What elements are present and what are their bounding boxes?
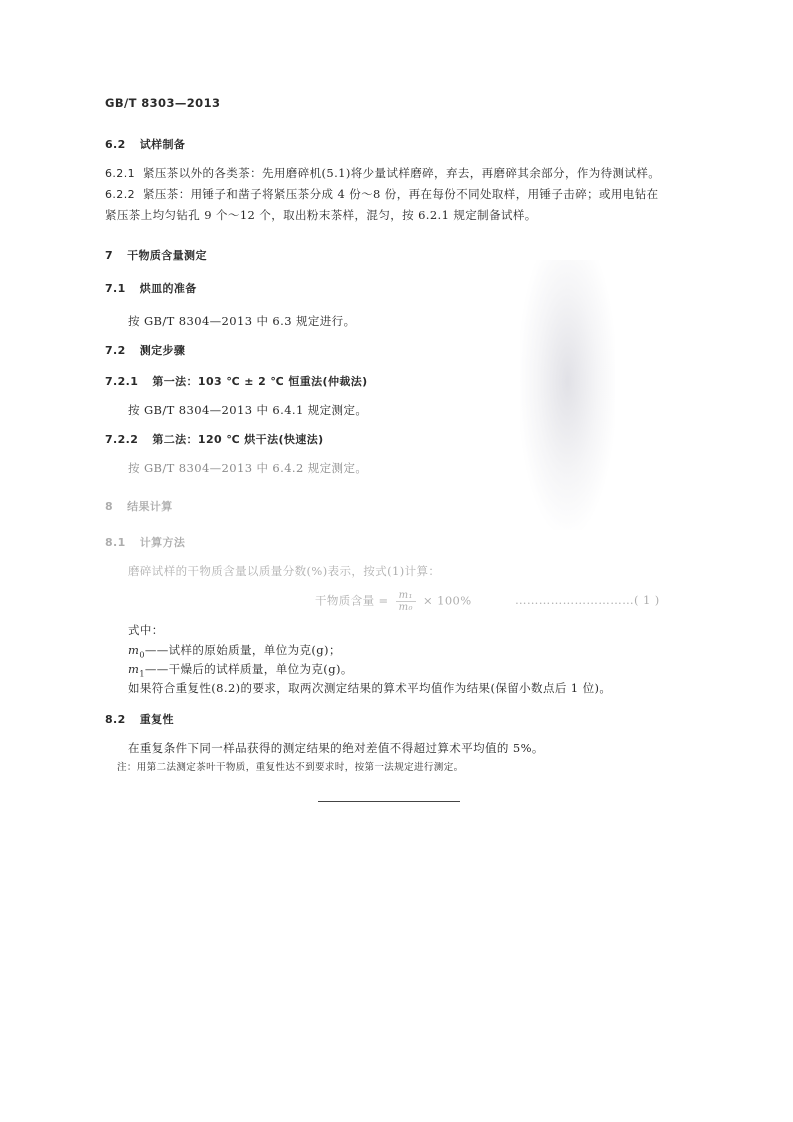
- clause-text: 紧压茶：用锤子和凿子将紧压茶分成 4 份～8 份，再在每份不同处取样，用锤子击碎；或用电钻在: [143, 187, 659, 201]
- section-7-heading: [105, 248, 207, 264]
- section-title: 干物质含量测定: [127, 249, 207, 262]
- result-note: 如果符合重复性(8.2)的要求，取两次测定结果的算术平均值作为结果(保留小数点后 1 位)。: [128, 681, 612, 695]
- formula-1: [315, 590, 472, 613]
- section-number: 8: [105, 500, 114, 513]
- clause-number: 6.2.1: [105, 167, 135, 180]
- variable-description: ——干燥后的试样质量，单位为克(g)。: [144, 662, 353, 676]
- section-title: 烘皿的准备: [139, 282, 197, 295]
- section-8-1-heading: [105, 535, 185, 551]
- variable-subscript: 1: [139, 669, 145, 679]
- variable-symbol: m: [128, 662, 140, 676]
- section-8-2-text: 在重复条件下同一样品获得的测定结果的绝对差值不得超过算术平均值的 5%。: [128, 741, 544, 755]
- clause-6-2-1: [105, 165, 660, 182]
- where-label: 式中：: [128, 623, 164, 637]
- variable-symbol: m: [128, 643, 140, 657]
- variable-subscript: 0: [139, 650, 145, 660]
- clause-6-2-2: [105, 186, 659, 203]
- clause-text: 紧压茶以外的各类茶：先用磨碎机(5.1)将少量试样磨碎，弃去，再磨碎其余部分，作为待测试样。: [143, 166, 661, 180]
- section-number: 7.2: [105, 344, 126, 357]
- scan-smudge: [520, 260, 615, 530]
- formula-number: [515, 592, 660, 608]
- formula-fraction: [396, 590, 416, 613]
- section-number: 7.1: [105, 282, 126, 295]
- formula-label: ( 1 ): [634, 593, 660, 607]
- section-7-2-2-heading: [105, 432, 324, 448]
- section-number: 8.2: [105, 713, 126, 726]
- section-7-2-1-text: 按 GB/T 8304—2013 中 6.4.1 规定测定。: [128, 403, 368, 417]
- section-title: 试样制备: [139, 138, 186, 151]
- section-number: 7: [105, 249, 114, 262]
- end-divider: [318, 801, 460, 802]
- variable-description: ——试样的原始质量，单位为克(g)；: [144, 643, 341, 657]
- formula-lhs: 干物质含量 =: [315, 593, 389, 608]
- section-7-1-text: 按 GB/T 8304—2013 中 6.3 规定进行。: [128, 314, 356, 328]
- section-title: 重复性: [139, 713, 174, 726]
- section-8-heading: [105, 499, 173, 515]
- section-title: 计算方法: [139, 536, 186, 549]
- section-number: 7.2.2: [105, 433, 139, 446]
- section-6-2-heading: [105, 137, 185, 153]
- formula-rhs: × 100%: [423, 593, 472, 608]
- section-8-1-intro: 磨碎试样的干物质含量以质量分数(%)表示，按式(1)计算：: [128, 564, 441, 578]
- section-number: 6.2: [105, 138, 126, 151]
- section-title: 第二法：120 ℃ 烘干法(快速法): [152, 433, 324, 446]
- formula-numerator: m₁: [396, 590, 416, 602]
- section-7-1-heading: [105, 281, 197, 297]
- clause-6-2-2-cont: 紧压茶上均匀钻孔 9 个～12 个，取出粉末茶样，混匀，按 6.2.1 规定制备试样。: [105, 208, 537, 222]
- section-number: 8.1: [105, 536, 126, 549]
- section-7-2-heading: [105, 343, 185, 359]
- section-8-2-note: 注：用第二法测定茶叶干物质，重复性达不到要求时，按第一法规定进行测定。: [117, 762, 464, 773]
- section-7-2-1-heading: [105, 374, 368, 390]
- section-title: 第一法：103 ℃ ± 2 ℃ 恒重法(仲裁法): [152, 375, 368, 388]
- section-title: 测定步骤: [139, 344, 186, 357]
- clause-number: 6.2.2: [105, 188, 135, 201]
- section-8-2-heading: [105, 712, 174, 728]
- formula-leader-dots: …………………………: [515, 593, 634, 607]
- section-number: 7.2.1: [105, 375, 139, 388]
- formula-denominator: m₀: [398, 602, 413, 613]
- section-7-2-2-text: 按 GB/T 8304—2013 中 6.4.2 规定测定。: [128, 461, 368, 475]
- standard-code: GB/T 8303—2013: [105, 96, 221, 110]
- section-title: 结果计算: [127, 500, 173, 513]
